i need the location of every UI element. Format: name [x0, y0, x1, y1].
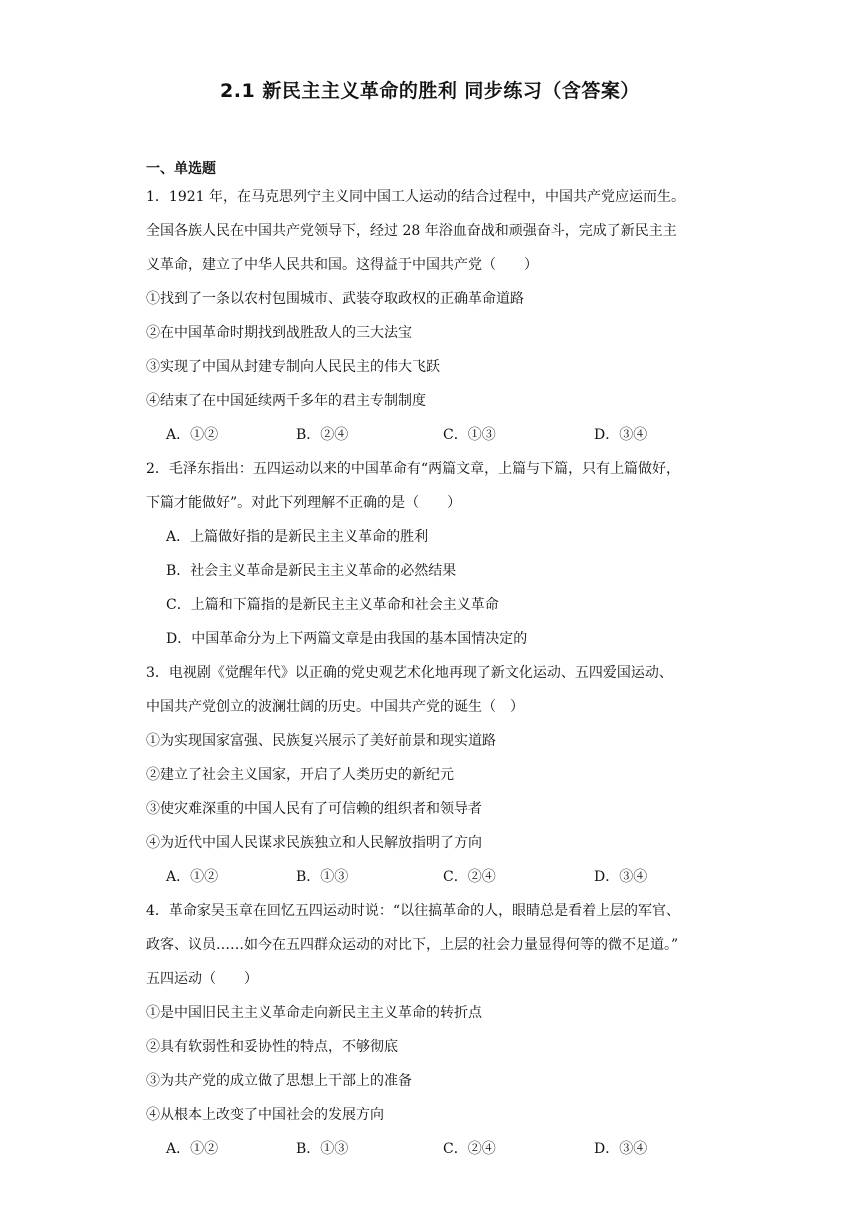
question-3-statement: ③使灾难深重的中国人民有了可信赖的组织者和领导者 [146, 801, 482, 817]
question-2-line: 2．毛泽东指出：五四运动以来的中国革命有“两篇文章，上篇与下篇，只有上篇做好， [146, 461, 681, 477]
question-3-statement: ②建立了社会主义国家，开启了人类历史的新纪元 [146, 767, 454, 783]
question-2 [146, 452, 746, 656]
option-c: C．②④ [443, 869, 496, 885]
section-heading: 一、单选题 [146, 161, 216, 177]
option-b: B．②④ [296, 427, 349, 443]
question-list [146, 180, 746, 1166]
question-3-line: 3．电视剧《觉醒年代》以正确的党史观艺术化地再现了新文化运动、五四爱国运动、 [146, 665, 673, 681]
question-1-statement: ②在中国革命时期找到战胜敌人的三大法宝 [146, 325, 412, 341]
option-b: B．①③ [296, 869, 349, 885]
question-4-statement: ③为共产党的成立做了思想上干部上的准备 [146, 1073, 412, 1089]
option-d: D．中国革命分为上下两篇文章是由我国的基本国情决定的 [166, 631, 528, 647]
question-4 [146, 894, 746, 1166]
question-1-options [146, 418, 746, 452]
question-1-line: 1．1921 年，在马克思列宁主义同中国工人运动的结合过程中，中国共产党应运而生。 [146, 189, 685, 205]
question-4-line: 五四运动（ ） [146, 971, 258, 987]
option-a: A．①② [166, 869, 219, 885]
question-4-statement: ①是中国旧民主主义革命走向新民主主义革命的转折点 [146, 1005, 482, 1021]
option-d: D．③④ [594, 869, 648, 885]
option-b: B．社会主义革命是新民主主义革命的必然结果 [166, 563, 457, 579]
question-1 [146, 180, 746, 452]
question-3-options [146, 860, 746, 894]
question-4-statement: ②具有软弱性和妥协性的特点，不够彻底 [146, 1039, 398, 1055]
option-a: A．①② [166, 1141, 219, 1157]
option-d: D．③④ [594, 1141, 648, 1157]
question-3 [146, 656, 746, 894]
question-4-line: 政客、议员……如今在五四群众运动的对比下，上层的社会力量显得何等的微不足道。” [146, 937, 679, 953]
option-a: A．①② [166, 427, 219, 443]
document-title: 2.1 新民主主义革命的胜利 同步练习（含答案） [220, 80, 640, 102]
question-3-statement: ①为实现国家富强、民族复兴展示了美好前景和现实道路 [146, 733, 496, 749]
question-1-statement: ④结束了在中国延续两千多年的君主专制制度 [146, 393, 426, 409]
question-2-line: 下篇才能做好”。对此下列理解不正确的是（ ） [146, 495, 462, 511]
question-4-statement: ④从根本上改变了中国社会的发展方向 [146, 1107, 384, 1123]
option-c: C．①③ [443, 427, 496, 443]
option-c: C．②④ [443, 1141, 496, 1157]
question-1-statement: ①找到了一条以农村包围城市、武装夺取政权的正确革命道路 [146, 291, 524, 307]
option-a: A．上篇做好指的是新民主主义革命的胜利 [166, 529, 429, 545]
question-1-line: 义革命，建立了中华人民共和国。这得益于中国共产党（ ） [146, 257, 538, 273]
question-1-line: 全国各族人民在中国共产党领导下，经过 28 年浴血奋战和顽强奋斗，完成了新民主主 [146, 223, 677, 239]
option-c: C．上篇和下篇指的是新民主主义革命和社会主义革命 [166, 597, 499, 613]
question-3-statement: ④为近代中国人民谋求民族独立和人民解放指明了方向 [146, 835, 482, 851]
question-3-line: 中国共产党创立的波澜壮阔的历史。中国共产党的诞生（ ） [146, 699, 524, 715]
question-4-options [146, 1132, 746, 1166]
question-1-statement: ③实现了中国从封建专制向人民民主的伟大飞跃 [146, 359, 440, 375]
option-b: B．①③ [296, 1141, 349, 1157]
option-d: D．③④ [594, 427, 648, 443]
question-4-line: 4．革命家吴玉章在回忆五四运动时说：“以往搞革命的人，眼睛总是看着上层的军官、 [146, 903, 681, 919]
